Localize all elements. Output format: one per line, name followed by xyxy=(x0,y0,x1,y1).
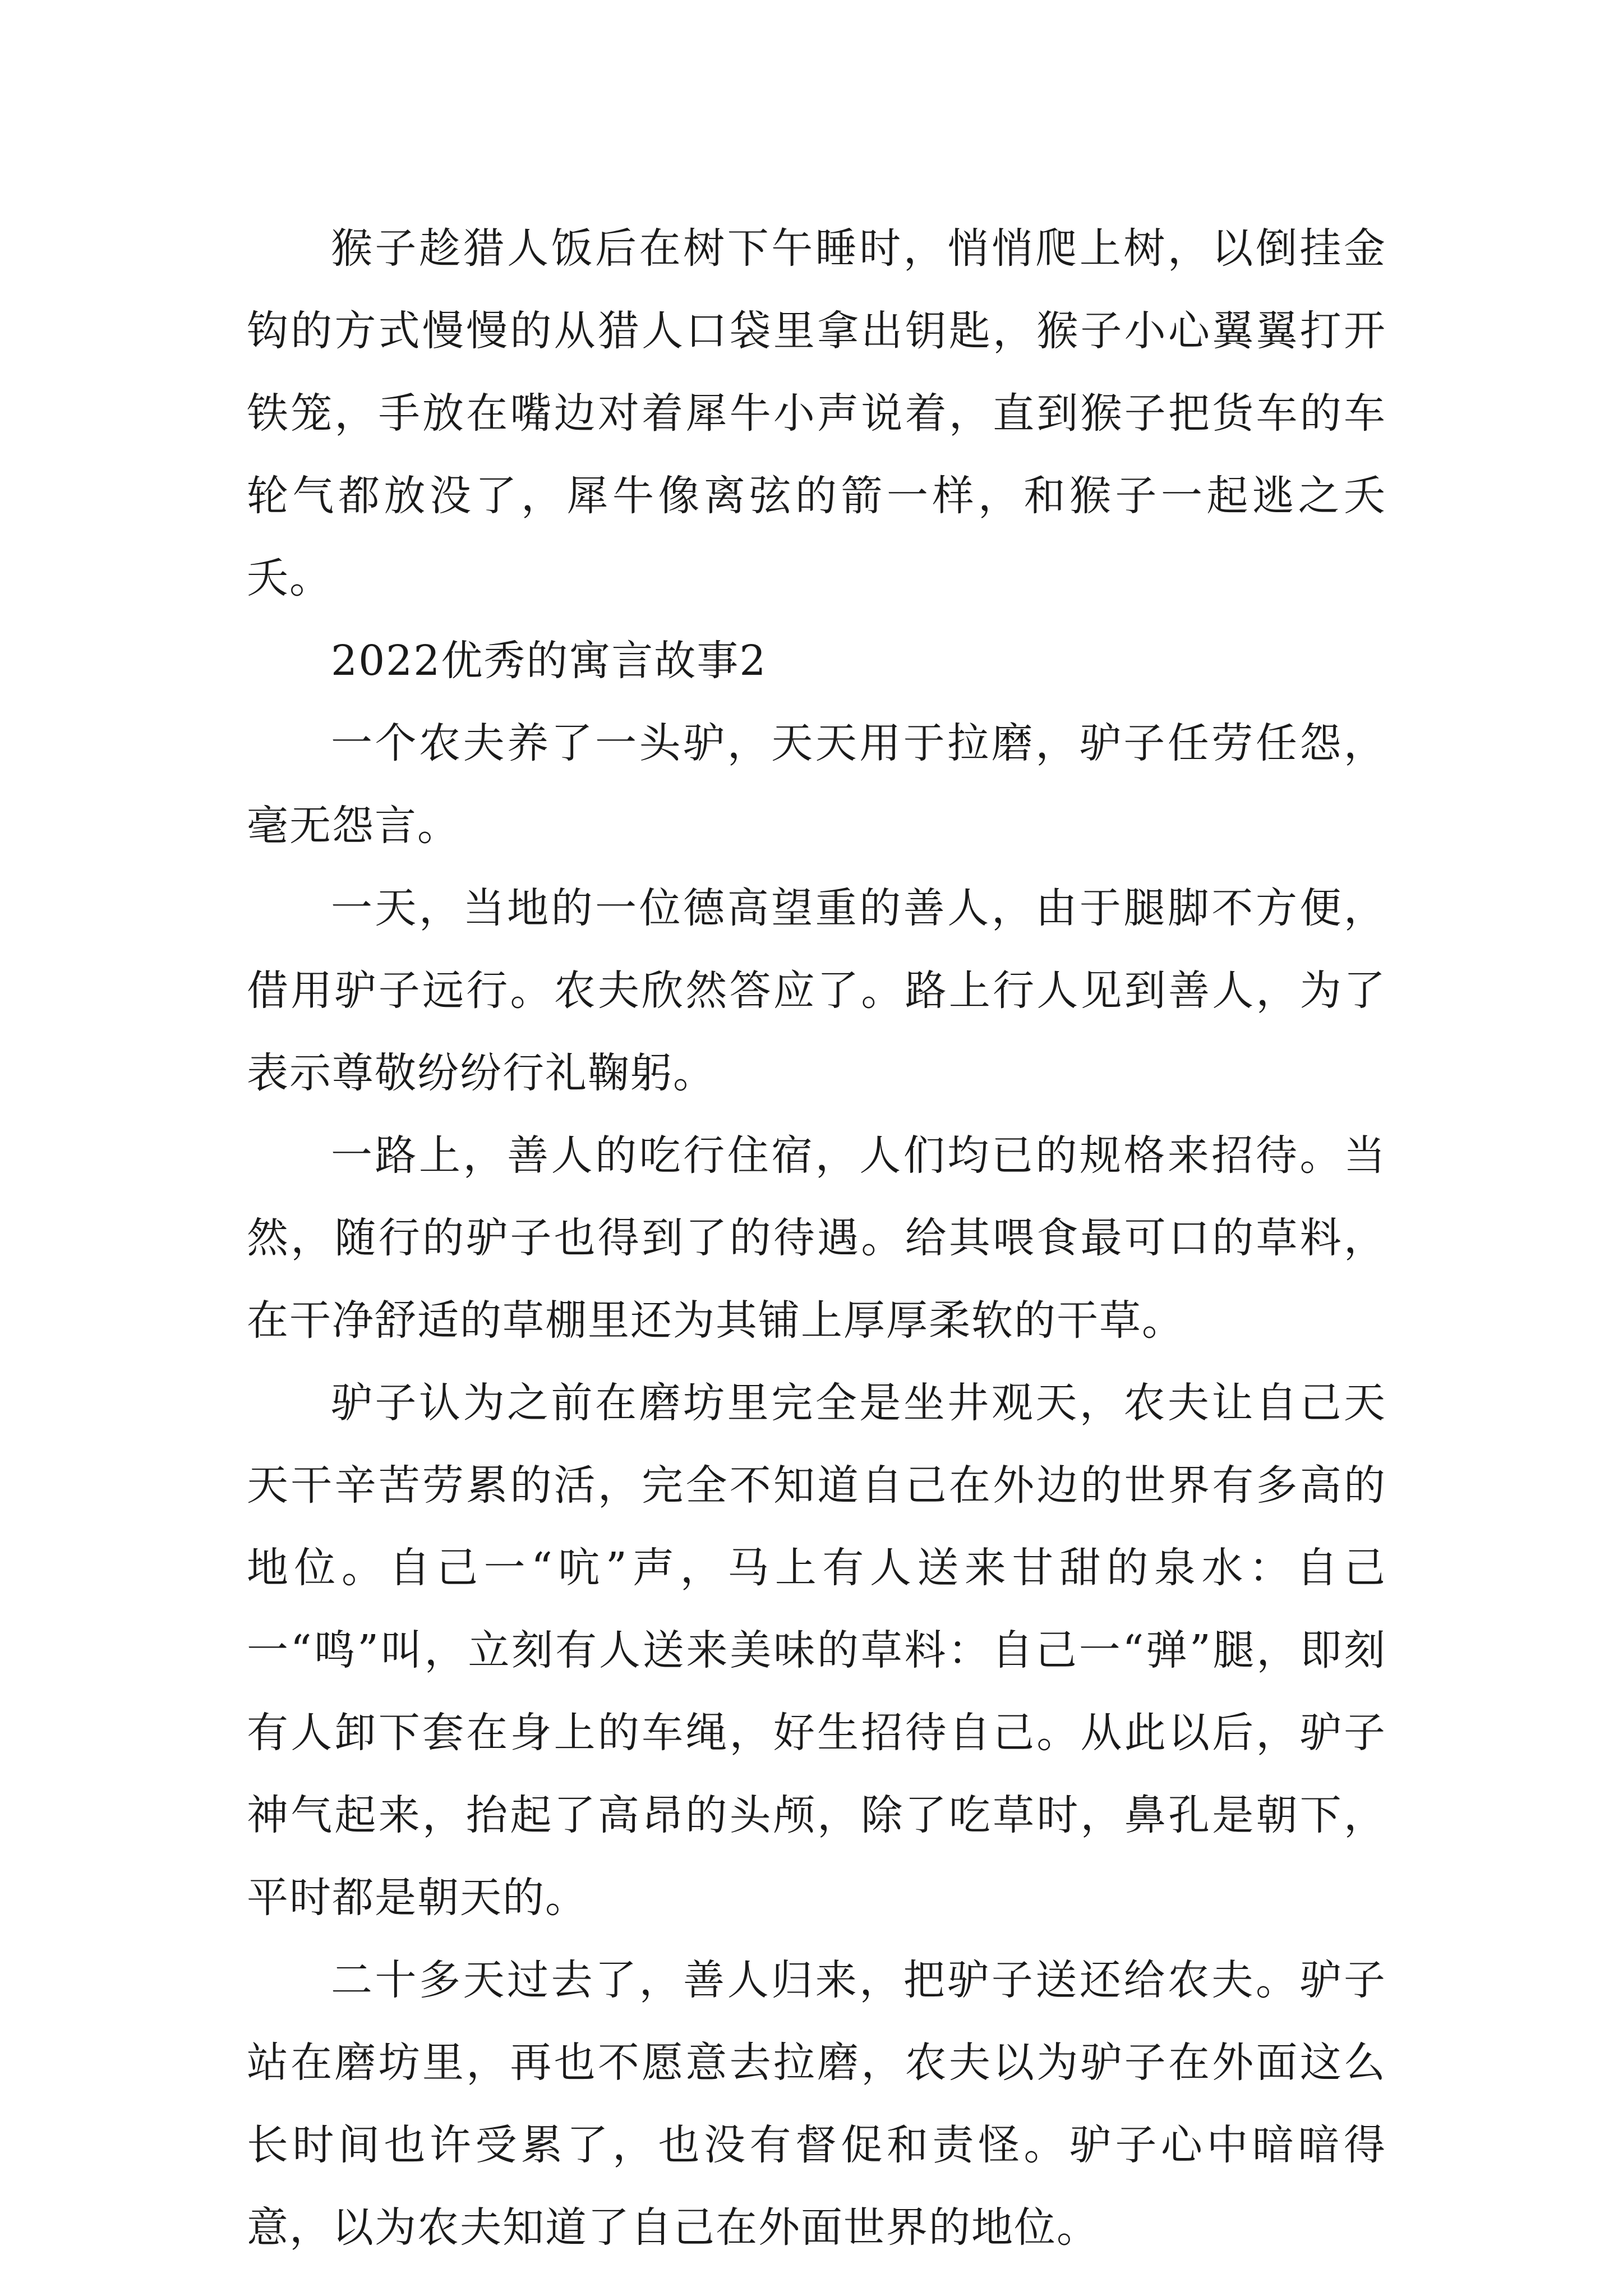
paragraph: 一天，当地的一位德高望重的善人，由于腿脚不方便，借用驴子远行。农夫欣然答应了。路上行人见到善人，为了表示尊敬纷纷行礼鞠躬。 xyxy=(247,884,1386,1097)
section-heading: 2022优秀的寓言故事2 xyxy=(331,637,767,685)
paragraph: 驴子认为之前在磨坊里完全是坐井观天，农夫让自己天天干辛苦劳累的活，完全不知道自己在外边的世界有多高的地位。自己一“吭”声，马上有人送来甘甜的泉水：自己一“鸣”叫，立刻有人送来美味的草料：自己一“弹”腿，即刻有人卸下套在身上的车绳，好生招待自己。从此以后，驴子神气起来，抬起了高昂的头颅，除了吃草时，鼻孔是朝下，平时都是朝天的。 xyxy=(247,1379,1386,1922)
document-body xyxy=(247,208,1386,2269)
paragraph: 一路上，善人的吃行住宿，人们均已的规格来招待。当然，随行的驴子也得到了的待遇。给其喂食最可口的草料，在干净舒适的草棚里还为其铺上厚厚柔软的干草。 xyxy=(247,1131,1386,1345)
paragraph: 一个农夫养了一头驴，天天用于拉磨，驴子任劳任怨，毫无怨言。 xyxy=(247,719,1386,850)
paragraph: 二十多天过去了，善人归来，把驴子送还给农夫。驴子站在磨坊里，再也不愿意去拉磨，农夫以为驴子在外面这么长时间也许受累了，也没有督促和责怪。驴子心中暗暗得意，以为农夫知道了自己在外面世界的地位。 xyxy=(247,1956,1386,2252)
paragraph: 猴子趁猎人饭后在树下午睡时，悄悄爬上树，以倒挂金钩的方式慢慢的从猎人口袋里拿出钥匙，猴子小心翼翼打开铁笼，手放在嘴边对着犀牛小声说着，直到猴子把货车的车轮气都放没了，犀牛像离弦的箭一样，和猴子一起逃之夭夭。 xyxy=(247,224,1386,602)
